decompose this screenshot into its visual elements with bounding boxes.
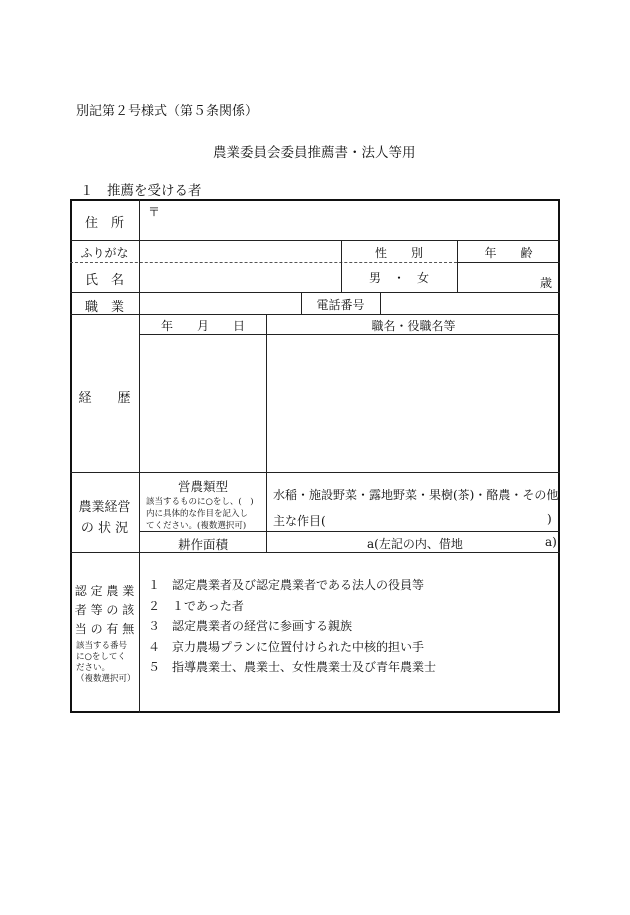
farm-area-value: a(左記の内、借地 — [367, 537, 463, 551]
age-label: 年 齢 — [484, 246, 533, 260]
certified-option[interactable]: １ 認定農業者及び認定農業者である法人の役員等 — [148, 578, 425, 592]
address-field[interactable] — [158, 203, 558, 239]
farm-area-unit: a) — [545, 535, 557, 549]
furigana-label: ふりがな — [80, 246, 129, 260]
farm-area-label: 耕作面積 — [177, 537, 228, 552]
certified-option[interactable]: ５ 指導農業士、農業士、女性農業士及び青年農業士 — [148, 660, 437, 674]
address-label: 住 所 — [84, 216, 124, 231]
occupation-label: 職 業 — [84, 300, 124, 315]
career-dates-field[interactable] — [142, 337, 264, 470]
farm-label-line1: 農業経営 — [78, 500, 131, 515]
farm-type-label: 営農類型 — [177, 479, 228, 494]
gender-label: 性 別 — [374, 246, 423, 260]
career-date-header: 年 月 日 — [160, 319, 245, 333]
certified-option[interactable]: ２ １であった者 — [148, 599, 244, 613]
furigana-field[interactable] — [142, 243, 338, 261]
career-label: 経 歴 — [78, 391, 131, 406]
phone-field[interactable] — [383, 294, 558, 312]
certified-label-line3: 当 の 有 無 — [74, 622, 135, 636]
certified-note-1: 該当する番号 — [76, 641, 128, 651]
page-title: 農業委員会委員推薦書・法人等用 — [213, 145, 416, 161]
farm-label-line2: の 状 況 — [80, 521, 129, 536]
age-unit: 歳 — [540, 276, 553, 290]
certified-note-3: ださい。 — [76, 663, 111, 673]
name-field[interactable] — [142, 265, 338, 290]
occupation-field[interactable] — [142, 294, 298, 312]
phone-label: 電話番号 — [316, 298, 365, 312]
gender-options[interactable]: 男 ・ 女 — [368, 271, 429, 285]
certified-label-line1: 認 定 農 業 — [74, 584, 135, 598]
certified-label-line2: 者 等 の 該 — [74, 603, 135, 617]
farm-type-note-3: てください。(複数選択可) — [146, 521, 247, 531]
main-crop-suffix: ) — [547, 512, 552, 526]
certified-note-4: （複数選択可） — [76, 674, 136, 684]
farm-type-note-2: 内に具体的な作目を記入し — [146, 509, 249, 519]
certified-option[interactable]: ３ 認定農業者の経営に参画する親族 — [148, 619, 353, 633]
main-crop-prefix: 主な作目( — [273, 514, 326, 528]
career-position-header: 職名・役職名等 — [371, 319, 456, 333]
name-label: 氏 名 — [84, 273, 124, 288]
farm-type-note-1: 該当するものに○をし、( ) — [146, 497, 254, 507]
farm-area-field[interactable] — [269, 533, 364, 550]
certified-note-2: に○をしてく — [76, 652, 126, 662]
main-crop-field[interactable] — [330, 510, 540, 528]
form-number: 別記第２号様式（第５条関係） — [76, 104, 259, 119]
career-positions-field[interactable] — [269, 337, 558, 470]
crop-options[interactable]: 水稲・施設野菜・露地野菜・果樹(茶)・酪農・その他 — [273, 488, 559, 502]
leased-area-field[interactable] — [472, 533, 542, 550]
certified-option[interactable]: ４ 京力農場プランに位置付けられた中核的担い手 — [148, 640, 425, 654]
section-heading: １ 推薦を受ける者 — [80, 183, 202, 199]
postal-mark: 〒 — [148, 205, 161, 219]
